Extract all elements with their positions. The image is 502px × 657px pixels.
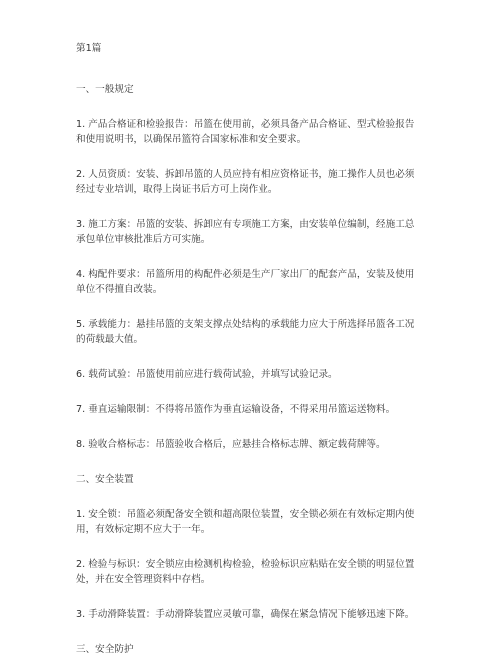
section-heading-safety-protection: 三、安全防护 (76, 644, 134, 655)
paragraph-line: 承包单位审核批准后方可实施。 (76, 234, 211, 245)
paragraph-line: 经过专业培训，取得上岗证书后方可上岗作业。 (76, 184, 278, 195)
paragraph-line: 3. 手动滑降装置：手动滑降装置应灵敏可靠，确保在紧急情况下能够迅速下降。 (76, 609, 415, 620)
paragraph-line: 7. 垂直运输限制：不得将吊篮作为垂直运输设备，不得采用吊篮运送物料。 (76, 404, 396, 415)
paragraph-line: 处，并在安全管理资料中存档。 (76, 574, 211, 585)
paragraph-line: 3. 施工方案：吊篮的安装、拆卸应有专项施工方案，由安装单位编制，经施工总 (76, 219, 415, 230)
chapter-title: 第1篇 (76, 43, 102, 54)
paragraph-line: 1. 安全锁：吊篮必须配备安全锁和超高限位装置，安全锁必须在有效标定期内使 (76, 509, 415, 520)
section-heading-general-rules: 一、一般规定 (76, 84, 134, 95)
paragraph-line: 和使用说明书，以确保吊篮符合国家标准和安全要求。 (76, 134, 307, 145)
section-heading-safety-devices: 二、安全装置 (76, 474, 134, 485)
paragraph-line: 1. 产品合格证和检验报告：吊篮在使用前，必须具备产品合格证、型式检验报告 (76, 119, 415, 130)
document-page (76, 0, 476, 655)
paragraph-line: 2. 人员资质：安装、拆卸吊篮的人员应持有相应资格证书，施工操作人员也必须 (76, 169, 415, 180)
paragraph-line: 2. 检验与标识：安全锁应由检测机构检验，检验标识应粘贴在安全锁的明显位置 (76, 559, 415, 570)
paragraph-line: 6. 载荷试验：吊篮使用前应进行载荷试验，并填写试验记录。 (76, 369, 338, 380)
paragraph-line: 5. 承载能力：悬挂吊篮的支架支撑点处结构的承载能力应大于所选择吊篮各工况 (76, 319, 415, 330)
paragraph-line: 的荷载最大值。 (76, 334, 144, 345)
paragraph-line: 单位不得擅自改装。 (76, 284, 163, 295)
paragraph-line: 用，有效标定期不应大于一年。 (76, 524, 211, 535)
paragraph-line: 4. 构配件要求：吊篮所用的构配件必须是生产厂家出厂的配套产品，安装及使用 (76, 269, 415, 280)
paragraph-line: 8. 验收合格标志：吊篮验收合格后，应悬挂合格标志牌、额定载荷牌等。 (76, 439, 386, 450)
